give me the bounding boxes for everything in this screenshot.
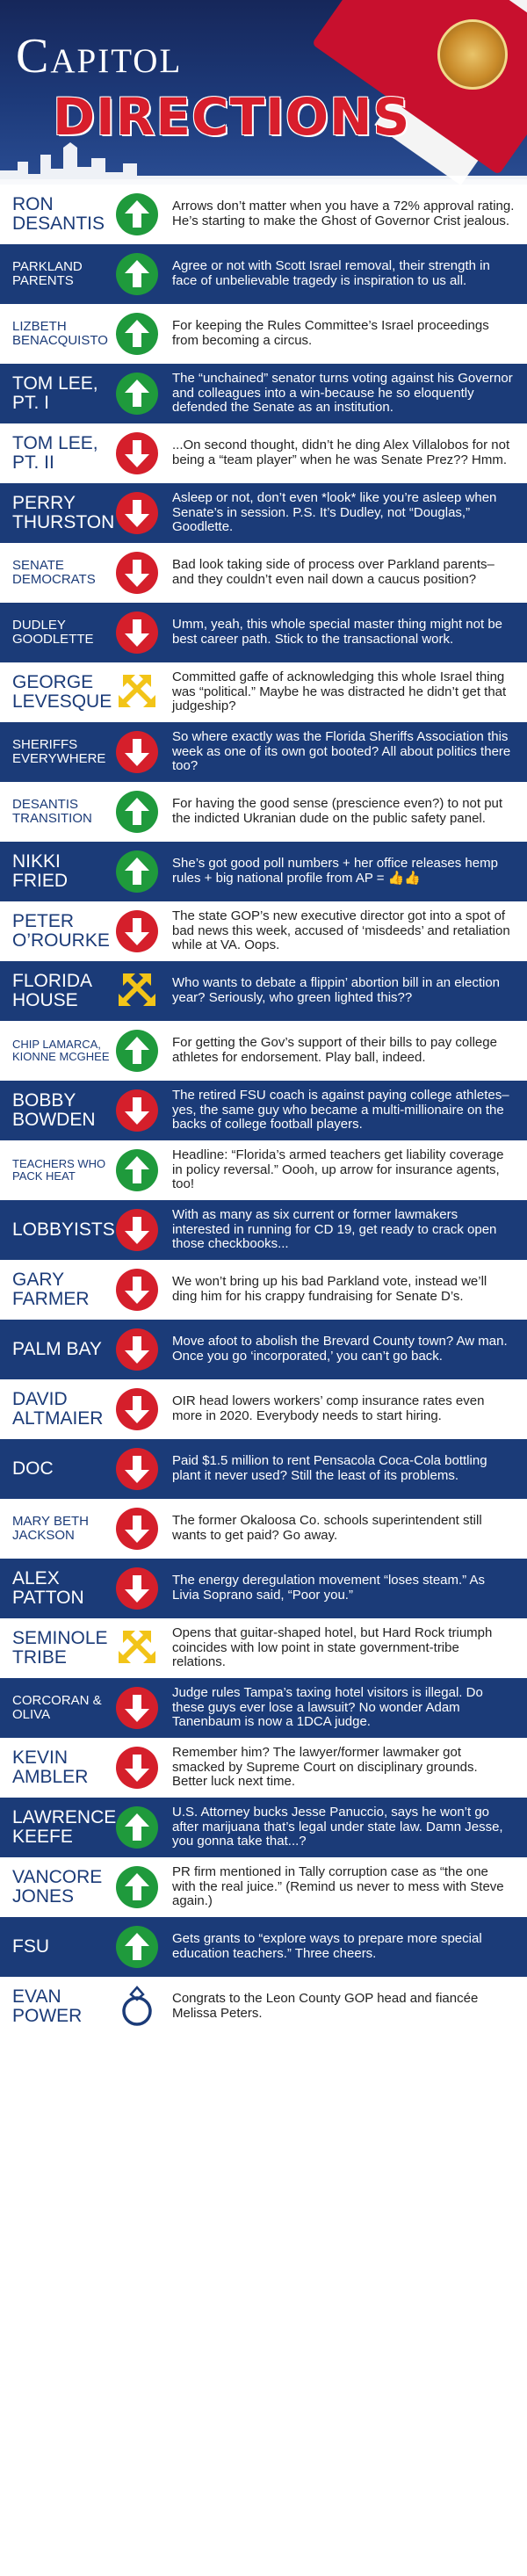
entry-blurb: The former Okaloosa Co. schools superintendent still wants to get paid? Go away.	[172, 1513, 482, 1543]
title-directions: DIRECTIONS	[53, 87, 411, 147]
down-arrow-icon	[112, 488, 162, 538]
entry-row	[0, 423, 527, 483]
entry-blurb: Committed gaffe of acknowledging this whole Israel thing was “political.” Maybe he was distracted he didn’t get that judgeship?	[172, 669, 507, 714]
entry-row	[0, 901, 527, 961]
entry-blurb: Opens that guitar-shaped hotel, but Hard Rock triumph coincides with low point in state government-tribe relations.	[172, 1624, 493, 1670]
entry-row	[0, 1738, 527, 1798]
entry-row	[0, 961, 527, 1021]
entry-name: CHIP LAMARCA, KIONNE MCGHEE	[12, 1038, 110, 1063]
up-arrow-icon	[112, 787, 162, 836]
down-arrow-icon	[112, 1205, 162, 1255]
entry-row	[0, 1499, 527, 1559]
entry-name: FLORIDA HOUSE	[12, 970, 91, 1010]
entry-blurb: For keeping the Rules Committee’s Israel proceedings from becoming a circus.	[172, 318, 489, 348]
down-arrow-icon	[112, 1086, 162, 1135]
down-arrow-icon	[112, 1504, 162, 1553]
state-seal-icon	[437, 19, 508, 90]
entry-blurb: Gets grants to “explore ways to prepare more special education teachers.” Three cheers.	[172, 1931, 482, 1961]
entry-blurb: ...On second thought, didn’t he ding Alex Villalobos for not being a “team player” when he was Senate Prez?? Hmm.	[172, 438, 510, 467]
entry-name: SHERIFFS EVERYWHERE	[12, 737, 106, 766]
down-arrow-icon	[112, 1444, 162, 1494]
entry-name: PALM BAY	[12, 1338, 102, 1359]
down-arrow-icon	[112, 1385, 162, 1434]
entry-row	[0, 722, 527, 782]
city-skyline-icon	[0, 135, 527, 185]
up-arrow-icon	[112, 369, 162, 418]
down-arrow-icon	[112, 1325, 162, 1374]
entry-blurb: The “unchained” senator turns voting against his Governor and colleagues into a win-because he so eloquently defended the Senate as an institution.	[172, 370, 513, 416]
entry-row	[0, 1678, 527, 1738]
entry-row	[0, 364, 527, 423]
entry-blurb: So where exactly was the Florida Sheriffs Association this week as one of its own got booted? All about politics there too?	[172, 728, 511, 774]
entry-name: FSU	[12, 1936, 49, 1957]
entry-name: KEVIN AMBLER	[12, 1747, 89, 1787]
entries-list	[0, 185, 527, 2037]
sideways-arrow-icon	[112, 966, 162, 1016]
entry-blurb: The retired FSU coach is against paying college athletes–yes, the same guy who became a multi-millionaire on the backs of college football players.	[172, 1087, 509, 1132]
entry-blurb: She’s got good poll numbers + her office releases hemp rules + big national profile from AP = 👍👍	[172, 856, 498, 886]
entry-name: DUDLEY GOODLETTE	[12, 618, 94, 647]
entry-name: GEORGE LEVESQUE	[12, 671, 112, 712]
entry-name: LAWRENCE KEEFE	[12, 1806, 117, 1847]
entry-blurb: With as many as six current or former lawmakers interested in running for CD 19, get ready to crack open those checkbooks...	[172, 1206, 497, 1252]
ring-icon	[112, 1982, 162, 2031]
entry-name: PARKLAND PARENTS	[12, 259, 83, 288]
entry-blurb: We won’t bring up his bad Parkland vote, instead we’ll ding him for his crappy fundraising for Senate D’s.	[172, 1274, 487, 1304]
entry-row	[0, 842, 527, 901]
entry-blurb: Judge rules Tampa’s taxing hotel visitors is illegal. Do these guys ever lose a lawsuit? No wonder Adam Tanenbaum is now a 1DCA judge.	[172, 1684, 483, 1730]
up-arrow-icon	[112, 1026, 162, 1075]
down-arrow-icon	[112, 727, 162, 777]
entry-blurb: The state GOP’s new executive director got into a spot of bad news this week, accused of ‘misdeeds’ and retaliation while at VA. Oops.	[172, 908, 510, 953]
up-arrow-icon	[112, 847, 162, 896]
entry-row	[0, 1559, 527, 1618]
up-arrow-icon	[112, 1146, 162, 1195]
entry-blurb: Agree or not with Scott Israel removal, their strength in face of unbelievable tragedy is inspiration to us all.	[172, 258, 490, 288]
entry-row	[0, 483, 527, 543]
entry-blurb: Who wants to debate a flippin’ abortion bill in an election year? Seriously, who green lighted this??	[172, 975, 501, 1005]
entry-name: ALEX PATTON	[12, 1567, 84, 1608]
entry-row	[0, 185, 527, 244]
entry-blurb: Arrows don’t matter when you have a 72% approval rating. He’s starting to make the Ghost of Governor Crist jealous.	[172, 199, 515, 228]
entry-row	[0, 1857, 527, 1917]
entry-blurb: Congrats to the Leon County GOP head and fiancée Melissa Peters.	[172, 1991, 479, 2021]
entry-name: VANCORE JONES	[12, 1866, 103, 1907]
entry-name: BOBBY BOWDEN	[12, 1089, 96, 1130]
entry-row	[0, 1200, 527, 1260]
entry-row	[0, 1260, 527, 1320]
entry-name: GARY FARMER	[12, 1269, 90, 1309]
entry-row	[0, 1917, 527, 1977]
entry-name: TEACHERS WHO PACK HEAT	[12, 1157, 106, 1183]
entry-row	[0, 1320, 527, 1379]
entry-blurb: Bad look taking side of process over Parkland parents–and they couldn’t even nail down a caucus position?	[172, 557, 495, 587]
entry-blurb: Asleep or not, don’t even *look* like you’re asleep when Senate’s in session. P.S. It’s Dudley, not “Douglas,” Goodlette.	[172, 489, 497, 535]
up-arrow-icon	[112, 1922, 162, 1972]
entry-name: DOC	[12, 1458, 54, 1479]
up-arrow-icon	[112, 190, 162, 239]
down-arrow-icon	[112, 1265, 162, 1314]
entry-blurb: OIR head lowers workers’ comp insurance rates even more in 2020. Everybody needs to start hiring.	[172, 1393, 485, 1423]
entry-name: DESANTIS TRANSITION	[12, 797, 92, 826]
entry-name: LIZBETH BENACQUISTO	[12, 319, 108, 348]
entry-blurb: Paid $1.5 million to rent Pensacola Coca-Cola bottling plant it never used? Still the least of its problems.	[172, 1453, 487, 1483]
down-arrow-icon	[112, 608, 162, 657]
entry-row	[0, 1379, 527, 1439]
entry-blurb: U.S. Attorney bucks Jesse Panuccio, says he won’t go after marijuana that’s legal under state law. Damn Jesse, you gonna take that...?	[172, 1804, 503, 1849]
entry-name: SENATE DEMOCRATS	[12, 558, 96, 587]
entry-row	[0, 1140, 527, 1200]
entry-blurb: The energy deregulation movement “loses steam.” As Livia Soprano said, “Poor you.”	[172, 1573, 486, 1603]
sideways-arrow-icon	[112, 668, 162, 717]
entry-row	[0, 1618, 527, 1678]
entry-row	[0, 603, 527, 662]
header-banner	[0, 0, 527, 185]
entry-name: MARY BETH JACKSON	[12, 1514, 89, 1543]
entry-row	[0, 782, 527, 842]
sideways-arrow-icon	[112, 1624, 162, 1673]
entry-row	[0, 1021, 527, 1081]
down-arrow-icon	[112, 907, 162, 956]
entry-name: PETER O’ROURKE	[12, 910, 110, 951]
down-arrow-icon	[112, 429, 162, 478]
entry-name: EVAN POWER	[12, 1986, 83, 2026]
entry-row	[0, 1439, 527, 1499]
entry-blurb: Remember him? The lawyer/former lawmaker got smacked by Supreme Court on disciplinary grounds. Better luck next time.	[172, 1744, 478, 1790]
down-arrow-icon	[112, 1564, 162, 1613]
up-arrow-icon	[112, 1803, 162, 1852]
entry-row	[0, 662, 527, 722]
entry-blurb: Move afoot to abolish the Brevard County town? Aw man. Once you go ‘incorporated,’ you can’t go back.	[172, 1334, 508, 1364]
down-arrow-icon	[112, 1743, 162, 1792]
up-arrow-icon	[112, 309, 162, 358]
entry-name: NIKKI FRIED	[12, 850, 68, 891]
entry-name: PERRY THURSTON	[12, 492, 115, 532]
up-arrow-icon	[112, 1863, 162, 1912]
entry-name: RON DESANTIS	[12, 193, 105, 234]
entry-row	[0, 244, 527, 304]
entry-blurb: PR firm mentioned in Tally corruption case as “the one with the real juice.” (Remind us never to mess with Steve again.)	[172, 1863, 504, 1909]
entry-name: CORCORAN & OLIVA	[12, 1693, 102, 1722]
entry-row	[0, 304, 527, 364]
down-arrow-icon	[112, 1683, 162, 1733]
entry-blurb: Umm, yeah, this whole special master thing might not be best career path. Stick to the transactional work.	[172, 617, 503, 647]
entry-name: LOBBYISTS	[12, 1219, 115, 1240]
entry-row	[0, 1798, 527, 1857]
entry-blurb: For getting the Gov’s support of their bills to pay college athletes for endorsement. Play ball, indeed.	[172, 1035, 497, 1065]
entry-name: SEMINOLE TRIBE	[12, 1627, 108, 1668]
title-capitol: Capitol	[16, 29, 183, 83]
entry-blurb: Headline: “Florida’s armed teachers get liability coverage in policy reversal.” Oooh, up arrow for insurance agents, too!	[172, 1147, 504, 1192]
up-arrow-icon	[112, 250, 162, 299]
entry-name: TOM LEE, PT. I	[12, 373, 98, 413]
entry-name: TOM LEE, PT. II	[12, 432, 98, 473]
entry-blurb: For having the good sense (prescience even?) to not put the indicted Ukranian dude on the public safety panel.	[172, 796, 503, 826]
down-arrow-icon	[112, 548, 162, 597]
entry-row	[0, 1081, 527, 1140]
entry-row	[0, 1977, 527, 2037]
entry-name: DAVID ALTMAIER	[12, 1388, 104, 1429]
entry-row	[0, 543, 527, 603]
